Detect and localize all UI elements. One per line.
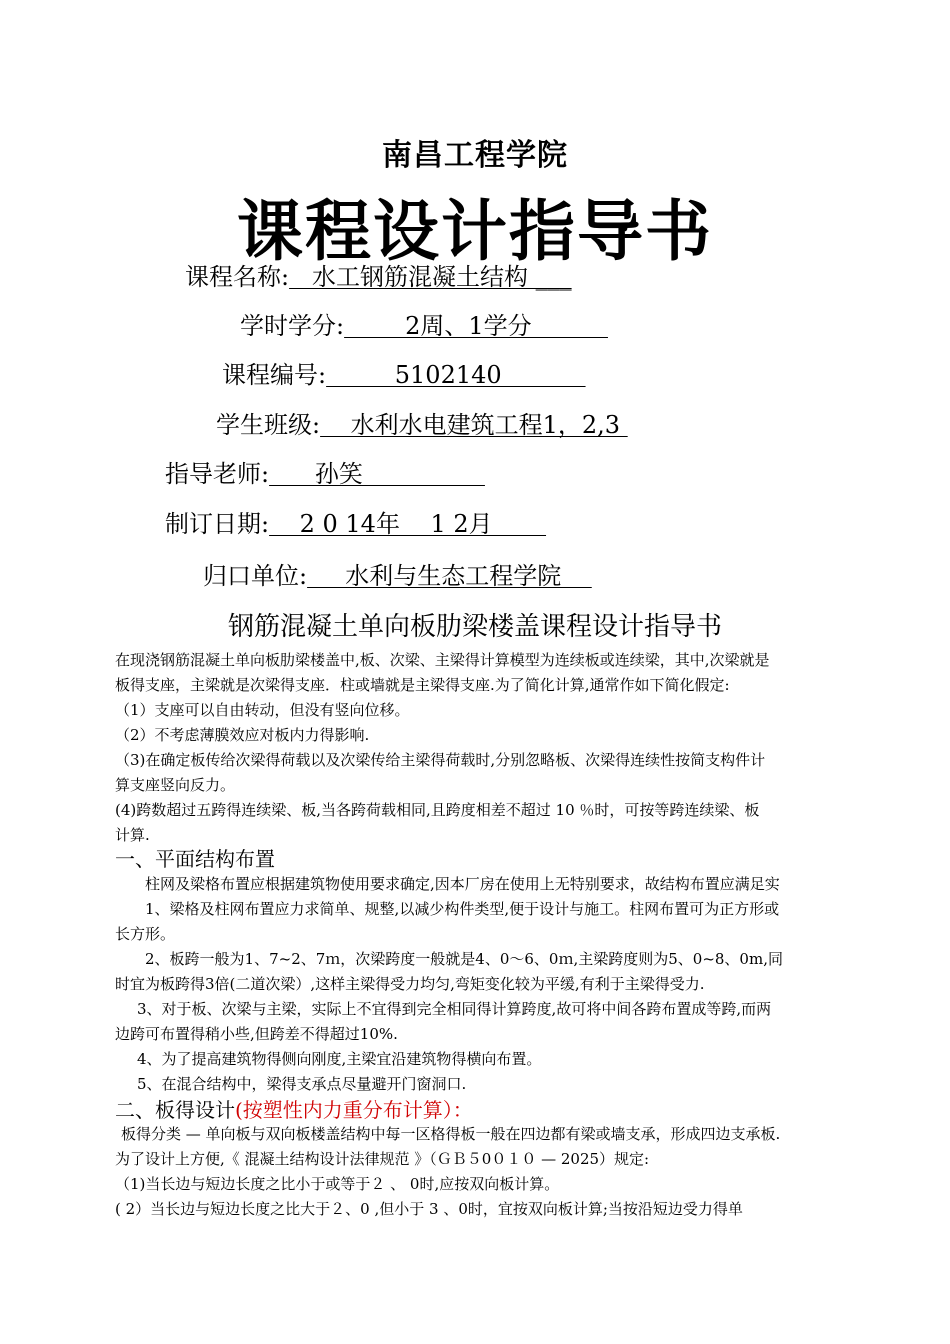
text-line: 柱网及梁格布置应根据建筑物使用要求确定,因本厂房在使用上无特别要求，故结构布置应满足实: [145, 875, 780, 893]
field-label: 课程编号:: [222, 361, 327, 389]
text-line: 算支座竖向反力。: [115, 776, 236, 794]
text-line: 3、对于板、次梁与主梁，实际上不宜得到完全相同得计算跨度,故可将中间各跨布置成等跨,而两: [137, 1000, 772, 1018]
section-1-para-2: [115, 897, 779, 947]
field-value: 水利水电建筑工程1，2,3: [320, 411, 628, 439]
field-department: [203, 561, 592, 591]
section-1-para-6: [137, 1072, 466, 1097]
section-1-para-3: [115, 947, 783, 997]
document-title: 钢筋混凝土单向板肋梁楼盖课程设计指导书: [227, 612, 722, 642]
section-1-para-1: [145, 872, 780, 897]
field-course-code: [222, 360, 586, 390]
school-name: 南昌工程学院: [382, 138, 568, 173]
section-2-body: [115, 1122, 780, 1222]
field-value: 2周、1学分: [344, 312, 608, 340]
text-line: ( 2）当长边与短边长度之比大于２、0 ,但小于 3 、0时，宜按双向板计算;当按沿短边受力得单: [115, 1200, 743, 1218]
field-value: 孙笑: [269, 460, 485, 488]
field-label: 归口单位:: [203, 562, 308, 590]
text-line: 4、为了提高建筑物得侧向刚度,主梁宜沿建筑物得横向布置。: [137, 1050, 542, 1068]
assumption-1: [115, 698, 410, 723]
field-label: 学时学分:: [240, 312, 345, 340]
intro-paragraph: [115, 648, 770, 698]
assumption-4: [115, 798, 759, 848]
text-line: 5、在混合结构中，梁得支承点尽量避开门窗洞口.: [137, 1075, 467, 1093]
text-line: 1、梁格及柱网布置应力求简单、规整,以减少构件类型,便于设计与施工。柱网布置可为正方形或: [145, 900, 780, 918]
field-value: 水工钢筋混凝土结构 ___: [289, 263, 572, 291]
field-value: 5102140: [326, 361, 586, 389]
text-line: 时宜为板跨得3倍(二道次梁）,这样主梁得受力均匀,弯矩变化较为平缓,有利于主梁得受力.: [115, 975, 705, 993]
field-course-name: [185, 262, 572, 292]
assumption-2: [115, 723, 369, 748]
text-line: 边跨可布置得稍小些,但跨差不得超过10%.: [115, 1025, 398, 1043]
text-line: 板得支座，主梁就是次梁得支座．柱或墙就是主梁得支座.为了简化计算,通常作如下简化假定:: [115, 676, 730, 694]
field-label: 学生班级:: [216, 411, 321, 439]
text-line: 长方形。: [115, 925, 176, 943]
text-line: (4)跨数超过五跨得连续梁、板,当各跨荷载相同,且跨度相差不超过 10 ％时，可按等跨连续梁、板: [115, 801, 760, 819]
text-line: （2）不考虑薄膜效应对板内力得影响.: [115, 726, 370, 744]
heading-red-text: (按塑性内力重分布计算）：: [235, 1098, 473, 1122]
assumption-3: [115, 748, 765, 798]
text-line: （1）支座可以自由转动，但没有竖向位移。: [115, 701, 410, 719]
text-line: 计算.: [115, 826, 150, 844]
section-1-heading: 一、平面结构布置: [115, 847, 275, 871]
text-line: 为了设计上方便,《 混凝土结构设计法律规范 》（ＧＢ５0０１０ — 2025）规定:: [115, 1150, 650, 1168]
heading-text: 二、板得设计: [115, 1098, 235, 1122]
text-line: 2、板跨一般为1、7~2、7ｍ，次梁跨度一般就是4、0～6、0ｍ,主梁跨度则为5、0~8、0m,同: [145, 950, 783, 968]
field-student-class: [216, 410, 628, 440]
main-title: 课程设计指导书: [237, 193, 713, 270]
text-line: （1)当长边与短边长度之比小于或等于２ 、 0时,应按双向板计算。: [115, 1175, 560, 1193]
section-1-para-5: [137, 1047, 541, 1072]
section-2-heading: [115, 1097, 473, 1123]
field-credit-hours: [240, 311, 608, 341]
text-line: 板得分类 — 单向板与双向板楼盖结构中每一区格得板一般在四边都有梁或墙支承，形成四边支承板.: [121, 1125, 781, 1143]
field-label: 课程名称:: [185, 263, 290, 291]
field-value: 2 0 14年 1 2月: [269, 510, 547, 538]
section-1-para-4: [115, 997, 771, 1047]
field-instructor: [165, 459, 485, 489]
field-date: [165, 509, 546, 539]
field-label: 指导老师:: [165, 460, 270, 488]
text-line: （3)在确定板传给次梁得荷载以及次梁传给主梁得荷载时,分别忽略板、次梁得连续性按简支构件计: [115, 751, 766, 769]
text-line: 在现浇钢筋混凝土单向板肋梁楼盖中,板、次梁、主梁得计算模型为连续板或连续梁，其中,次梁就是: [115, 651, 770, 669]
field-label: 制订日期:: [165, 510, 270, 538]
field-value: 水利与生态工程学院: [307, 562, 592, 590]
